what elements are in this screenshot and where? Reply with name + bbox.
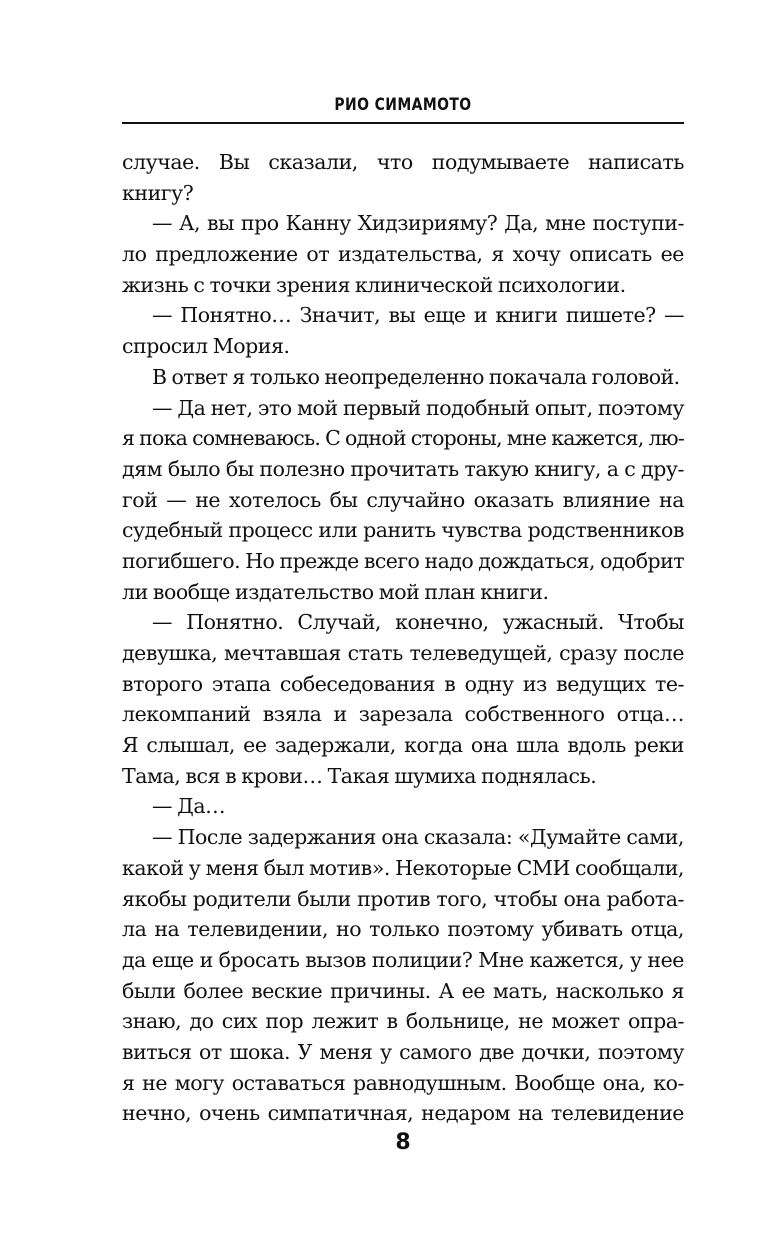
body-text [122,147,684,1129]
text-line: — Да… [152,794,226,819]
text-line: жизнь с точки зрения клинической психологии. [122,272,626,297]
text-line: спросил Мория. [122,334,290,359]
text-line: — А, вы про Канну Хидзирияму? Да, мне поступи- [152,211,684,236]
text-line: ло предложение от издательства, я хочу описать ее [122,242,684,267]
text-line: дям было бы полезно прочитать такую книгу, а с дру- [122,456,684,481]
text-line: случае. Вы сказали, что подумываете написать [122,150,684,174]
text-line: нечно, очень симпатичная, недаром на телевидение [122,1101,684,1126]
text-line: я не могу оставаться равнодушным. Вообще она, ко- [122,1070,684,1095]
text-line: знаю, до сих пор лежит в больнице, не может опра- [122,1009,684,1034]
text-line: — Да нет, это мой первый подобный опыт, поэтому [152,395,684,420]
text-line: ла на телевидении, но только поэтому убивать отца, [122,917,684,942]
text-line: ли вообще издательство мой план книги. [122,579,549,604]
text-line: были более веские причины. А ее мать, насколько я [122,978,684,1003]
text-line: В ответ я только неопределенно покачала головой. [152,364,680,389]
header-rule [122,122,684,124]
text-line: лекомпаний взяла и зарезала собственного отца… [122,702,684,727]
text-line: виться от шока. У меня у самого две дочки, поэтому [122,1039,684,1064]
text-line: да еще и бросать вызов полиции? Мне кажется, у нее [122,947,684,972]
text-line: второго этапа собеседования в одну из ведущих те- [122,671,684,696]
running-head-author: РИО СИМАМОТО [334,95,472,115]
text-line: судебный процесс или ранить чувства родственников [122,518,684,543]
text-line: Я слышал, ее задержали, когда она шла вдоль реки [122,733,684,758]
text-line: какой у меня был мотив». Некоторые СМИ сообщали, [122,855,684,880]
text-line: гой — не хотелось бы случайно оказать влияние на [122,487,684,512]
text-line: якобы родители были против того, чтобы она работа- [122,886,684,911]
text-line: — Понятно… Значит, вы еще и книги пишете? — [152,303,684,328]
text-line: Тама, вся в крови… Такая шумиха поднялась. [122,763,597,788]
text-line: — После задержания она сказала: «Думайте сами, [152,825,684,850]
text-line: книгу? [122,180,194,205]
text-line: девушка, мечтавшая стать телеведущей, сразу после [122,641,684,665]
text-line: погибшего. Но прежде всего надо дождаться, одобрит [122,548,684,573]
text-line: — Понятно. Случай, конечно, ужасный. Чтобы [152,610,684,635]
text-line: я пока сомневаюсь. С одной стороны, мне кажется, лю- [122,426,684,451]
page-number: 8 [395,1130,411,1155]
